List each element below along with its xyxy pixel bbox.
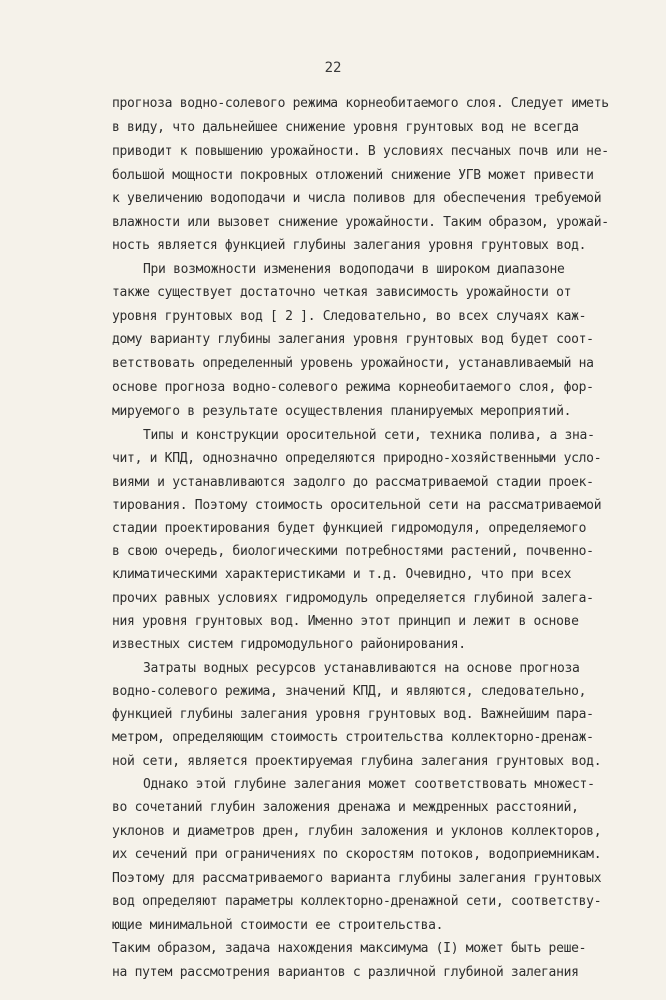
text-line: чит, и КПД, однозначно определяются природно-хозяйственными усло-: [112, 451, 602, 466]
text-line: уровня грунтовых вод [ 2 ]. Следовательно, во всех случаях каж-: [112, 309, 587, 324]
text-line: на путем рассмотрения вариантов с различной глубиной залегания: [112, 965, 579, 980]
text-line: климатическими характеристиками и т.д. Очевидно, что при всех: [112, 567, 572, 582]
text-line: Однако этой глубине залегания может соответствовать множест-: [143, 777, 595, 792]
text-line: влажности или вызовет снижение урожайности. Таким образом, урожай-: [112, 215, 609, 230]
text-line: мируемого в результате осуществления планируемых мероприятий.: [112, 404, 572, 419]
text-line: Затраты водных ресурсов устанавливаются на основе прогноза: [143, 661, 580, 676]
text-line: функцией глубины залегания уровня грунтовых вод. Важнейшим пара-: [112, 707, 594, 722]
text-line: приводит к повышению урожайности. В условиях песчаных почв или не-: [112, 144, 609, 159]
text-line: ющие минимальной стоимости ее строительства.: [112, 918, 444, 933]
text-line: их сечений при ограничениях по скоростям потоков, водоприемникам.: [112, 847, 602, 862]
text-line: известных систем гидромодульного районирования.: [112, 637, 466, 652]
text-line: дому варианту глубины залегания уровня грунтовых вод будет соот-: [112, 332, 594, 347]
text-line: тирования. Поэтому стоимость оросительной сети на рассматриваемой: [112, 498, 602, 513]
text-line: большой мощности покровных отложений снижение УГВ может привести: [112, 168, 594, 183]
text-line: Типы и конструкции оросительной сети, техника полива, а зна-: [143, 428, 595, 443]
text-line: также существует достаточно четкая зависимость урожайности от: [112, 285, 572, 300]
text-line: прогноза водно-солевого режима корнеобитаемого слоя. Следует иметь: [112, 96, 609, 111]
text-line: метром, определяющим стоимость строительства коллекторно-дренаж-: [112, 730, 594, 745]
text-line: во сочетаний глубин заложения дренажа и междренных расстояний,: [112, 800, 579, 815]
text-line: к увеличению водоподачи и числа поливов для обеспечения требуемой: [112, 191, 602, 206]
text-line: прочих равных условиях гидромодуль определяется глубиной залега-: [112, 591, 594, 606]
page-number: 22: [324, 60, 342, 76]
text-line: ность является функцией глубины залегания уровня грунтовых вод.: [112, 238, 587, 253]
text-line: стадии проектирования будет функцией гидромодуля, определяемого: [112, 521, 587, 536]
text-line: основе прогноза водно-солевого режима корнеобитаемого слоя, фор-: [112, 380, 594, 395]
text-line: в виду, что дальнейшее снижение уровня грунтовых вод не всегда: [112, 120, 579, 135]
text-line: Таким образом, задача нахождения максимума (I) может быть реше-: [112, 941, 587, 956]
text-line: ной сети, является проектируемая глубина залегания грунтовых вод.: [112, 754, 602, 769]
text-line: водно-солевого режима, значений КПД, и являются, следовательно,: [112, 684, 587, 699]
text-line: вод определяют параметры коллекторно-дренажной сети, соответству-: [112, 894, 602, 909]
text-line: уклонов и диаметров дрен, глубин заложения и уклонов коллекторов,: [112, 824, 602, 839]
text-line: При возможности изменения водоподачи в широком диапазоне: [143, 262, 565, 277]
text-line: в свою очередь, биологическими потребностями растений, почвенно-: [112, 544, 594, 559]
text-line: виями и устанавливаются задолго до рассматриваемой стадии проек-: [112, 475, 594, 490]
text-line: Поэтому для рассматриваемого варианта глубины залегания грунтовых: [112, 871, 602, 886]
text-line: ветствовать определенный уровень урожайности, устанавливаемый на: [112, 356, 594, 371]
text-line: ния уровня грунтовых вод. Именно этот принцип и лежит в основе: [112, 614, 579, 629]
